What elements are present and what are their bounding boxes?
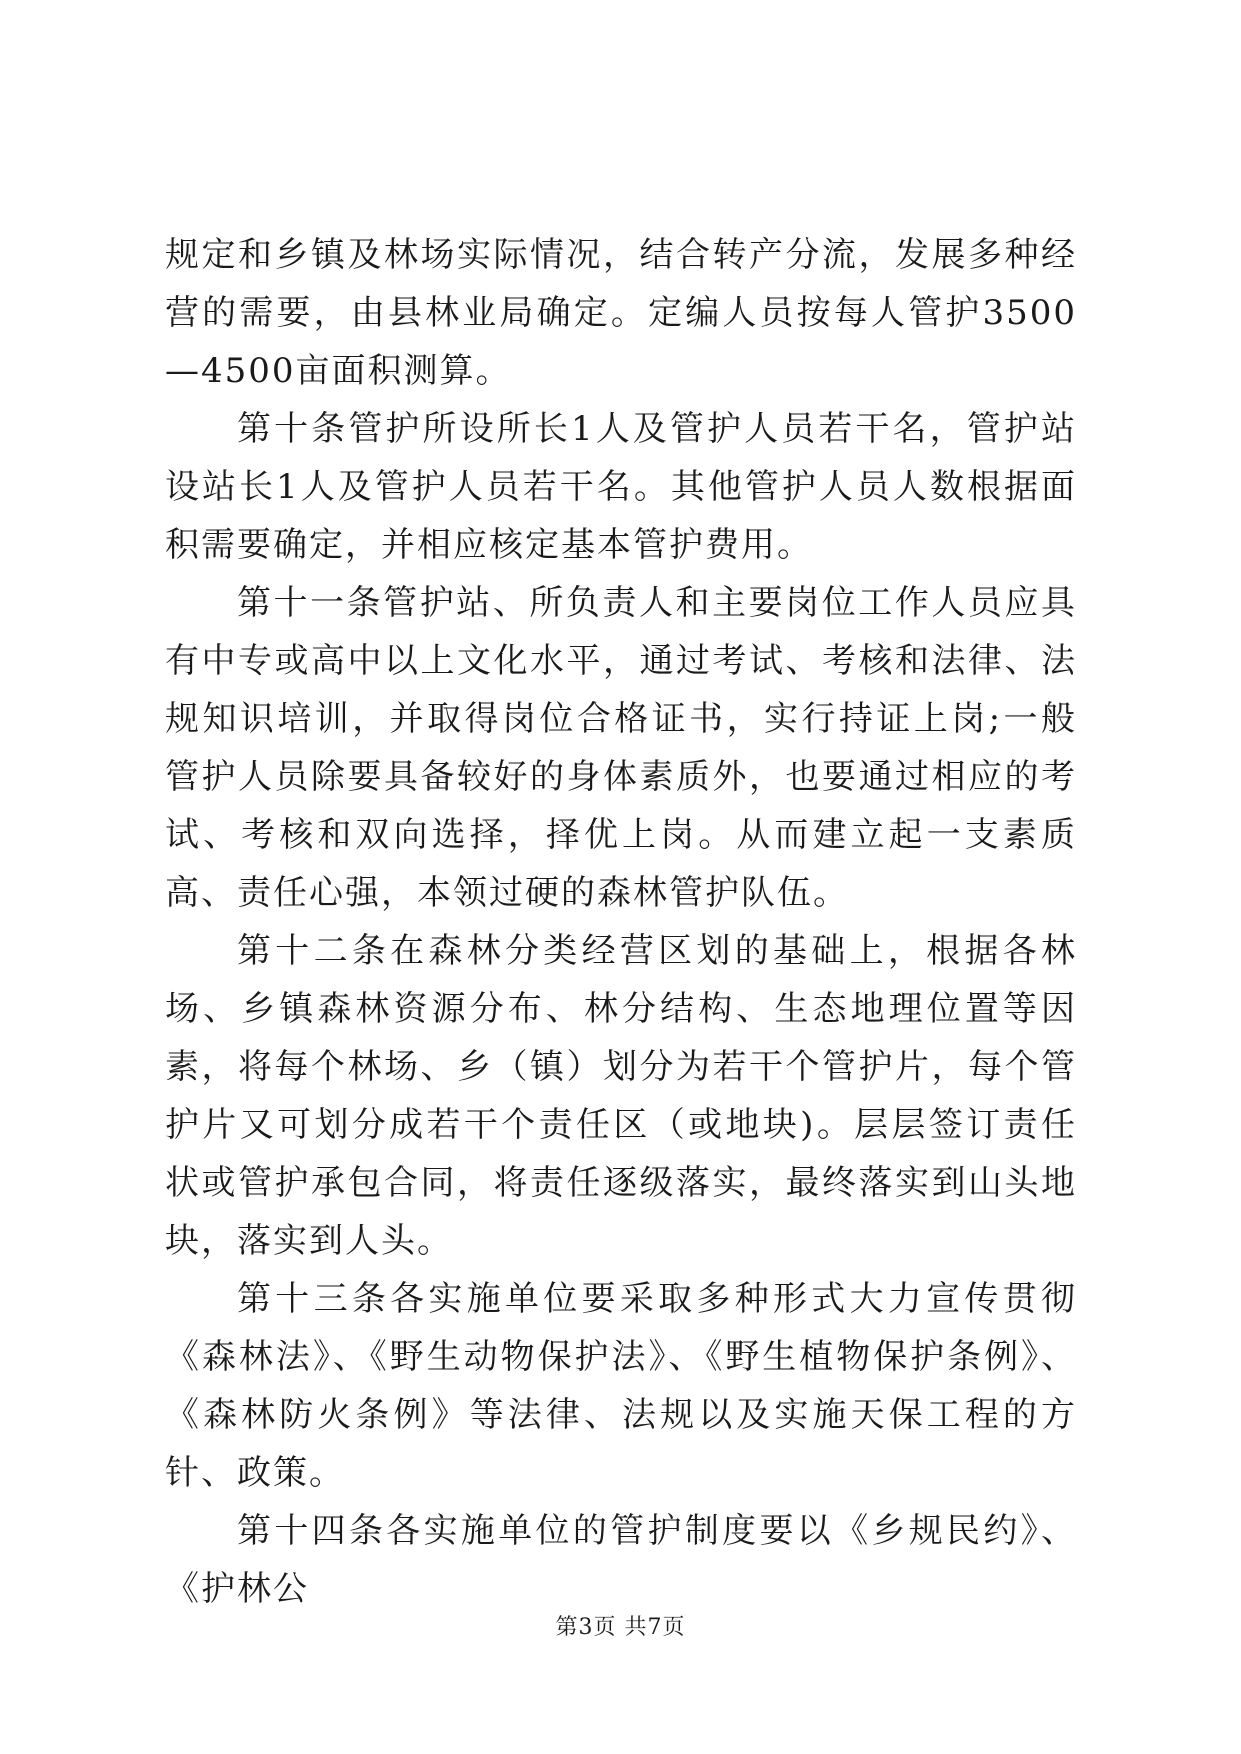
paragraph-article-14: 第十四条各实施单位的管护制度要以《乡规民约》、《护林公	[165, 1511, 1077, 1609]
paragraph-article-10: 第十条管护所设所长1人及管护人员若干名，管护站设站长1人及管护人员若干名。其他管护人员人数根据面积需要确定，并相应核定基本管护费用。	[165, 409, 1077, 565]
paragraph-article-11: 第十一条管护站、所负责人和主要岗位工作人员应具有中专或高中以上文化水平，通过考试、考核和法律、法规知识培训，并取得岗位合格证书，实行持证上岗;一般管护人员除要具备较好的身体素质外，也要通过相应的考试、考核和双向选择，择优上岗。从而建立起一支素质高、责任心强，本领过硬的森林管护队伍。	[165, 583, 1077, 913]
page-number-label: 第3页 共7页	[555, 1615, 686, 1640]
paragraph-article-12: 第十二条在森林分类经营区划的基础上，根据各林场、乡镇森林资源分布、林分结构、生态地理位置等因素，将每个林场、乡（镇）划分为若干个管护片，每个管护片又可划分成若干个责任区（或地块)。层层签订责任状或管护承包合同，将责任逐级落实，最终落实到山头地块，落实到人头。	[165, 931, 1077, 1261]
document-body	[165, 226, 1077, 1618]
paragraph-article-13: 第十三条各实施单位要采取多种形式大力宣传贯彻《森林法》、《野生动物保护法》、《野生植物保护条例》、《森林防火条例》等法律、法规以及实施天保工程的方针、政策。	[165, 1279, 1077, 1493]
page-footer	[0, 1614, 1241, 1642]
paragraph-continuation: 规定和乡镇及林场实际情况，结合转产分流，发展多种经营的需要，由县林业局确定。定编人员按每人管护3500—4500亩面积测算。	[165, 235, 1077, 391]
